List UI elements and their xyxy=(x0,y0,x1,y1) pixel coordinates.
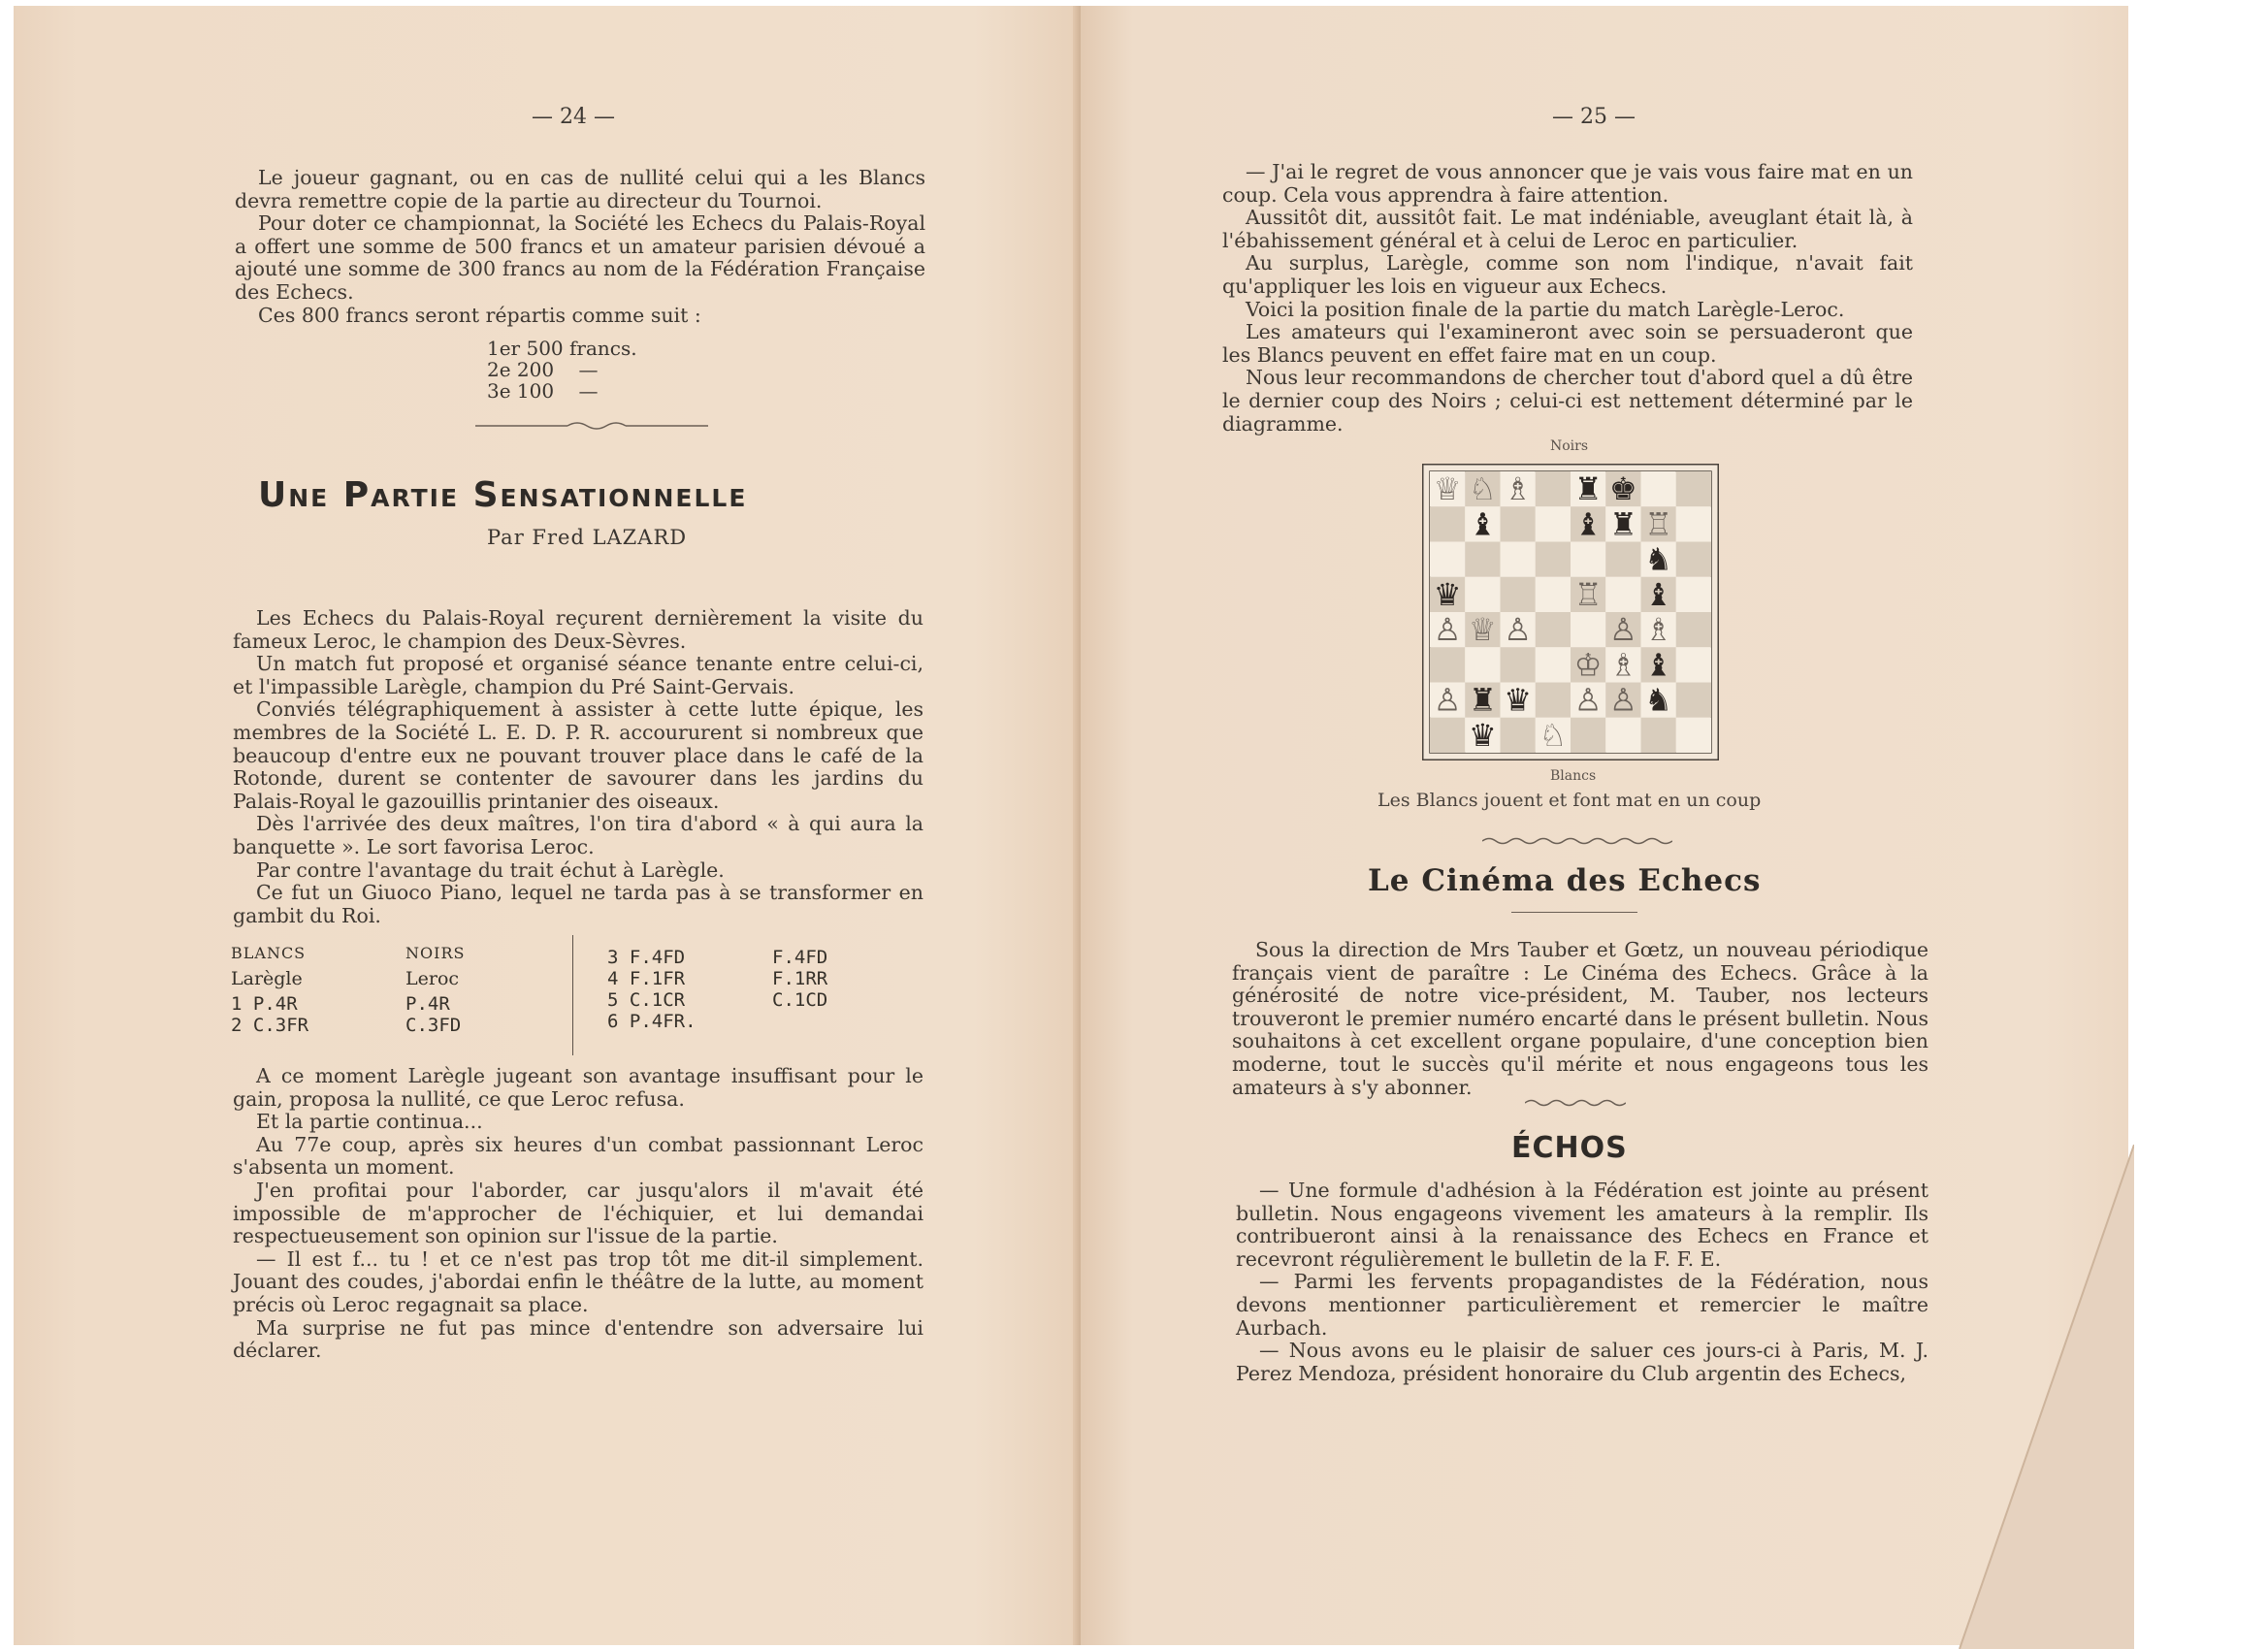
board-square xyxy=(1430,718,1465,753)
moves-separator xyxy=(572,935,573,1055)
chess-piece: ♚ xyxy=(1609,470,1637,508)
move-black: F.1RR xyxy=(772,968,828,989)
right-intro-text xyxy=(1222,161,1913,436)
board-square xyxy=(1536,506,1571,541)
move-black: P.4R xyxy=(405,993,450,1015)
chess-piece: ♞ xyxy=(1644,681,1672,719)
player-white: Larègle xyxy=(231,968,303,989)
move-white: 4 F.1FR xyxy=(607,968,686,989)
prize-list xyxy=(487,338,637,402)
cinema-heading: Le Cinéma des Echecs xyxy=(1368,863,1762,898)
board-square xyxy=(1605,718,1640,753)
moves-header-black: NOIRS xyxy=(405,944,466,962)
heading-rule xyxy=(1511,912,1637,913)
intro-text xyxy=(235,167,925,327)
page-number-left: — 24 — xyxy=(532,105,615,129)
diagram-label-white: Blancs xyxy=(1550,768,1597,784)
board-square xyxy=(1605,542,1640,577)
move-white: 2 C.3FR xyxy=(231,1015,309,1036)
closing-paragraph: Au 77e coup, après six heures d'un combat passionnant Leroc s'absenta un moment. xyxy=(233,1132,923,1180)
closing-text xyxy=(233,1065,923,1363)
chess-piece: ♙ xyxy=(1609,611,1637,649)
prize-item: 1er 500 francs. xyxy=(487,337,637,360)
article-paragraph: Les Echecs du Palais-Royal reçurent dernièrement la visite du fameux Leroc, le champion des Deux-Sèvres. xyxy=(233,606,923,653)
chess-piece: ♗ xyxy=(1609,646,1637,684)
chess-diagram xyxy=(1422,464,1719,760)
intro-paragraph: Le joueur gagnant, ou en cas de nullité celui qui a les Blancs devra remettre copie de la partie au directeur du Tournoi. xyxy=(235,166,925,212)
wave-divider-small xyxy=(1525,1098,1626,1108)
article-paragraph: Conviés télégraphiquement à assister à cette lutte épique, les membres de la Société L. E. D. P. R. accoururent si nombreux que beaucoup d'entre eux ne pouvant trouver place dans le café de la Rotonde, durent se contenter de savourer dans les jardins du Palais-Royal le gazouillis printanier des oiseaux. xyxy=(233,697,923,813)
chess-piece: ♝ xyxy=(1644,575,1672,613)
move-white: 3 F.4FD xyxy=(607,947,686,968)
chess-piece: ♜ xyxy=(1609,505,1637,543)
chess-piece: ♙ xyxy=(1433,611,1462,649)
board-square xyxy=(1571,718,1605,753)
chess-piece: ♜ xyxy=(1469,681,1497,719)
board-square xyxy=(1571,542,1605,577)
move-black: C.3FD xyxy=(405,1015,462,1036)
board-square xyxy=(1676,577,1711,612)
chess-piece: ♝ xyxy=(1469,505,1497,543)
chess-piece: ♛ xyxy=(1433,575,1462,613)
board-square xyxy=(1501,506,1536,541)
prize-item: 2e 200 — xyxy=(487,358,599,381)
diagram-label-black: Noirs xyxy=(1550,438,1589,454)
chess-piece: ♖ xyxy=(1573,575,1603,613)
board-square xyxy=(1465,647,1500,682)
moves-table-right xyxy=(607,947,827,1032)
board-square xyxy=(1536,577,1571,612)
board-square xyxy=(1465,577,1500,612)
chess-piece: ♔ xyxy=(1573,646,1603,684)
board-square xyxy=(1676,506,1711,541)
board-square xyxy=(1676,471,1711,506)
board-square xyxy=(1536,683,1571,718)
chess-piece: ♖ xyxy=(1644,505,1672,543)
chess-piece: ♞ xyxy=(1644,540,1672,578)
move-black: C.1CD xyxy=(772,989,828,1011)
article-paragraph: Un match fut proposé et organisé séance tenante entre celui-ci, et l'impassible Larègle, champion du Pré Saint-Gervais. xyxy=(233,652,923,698)
chess-piece: ♙ xyxy=(1504,611,1532,649)
chess-piece: ♛ xyxy=(1469,716,1497,754)
chess-piece: ♜ xyxy=(1573,470,1603,508)
moves-table-left xyxy=(231,943,551,1036)
closing-paragraph: — Il est f... tu ! et ce n'est pas trop tôt me dit-il simplement. Jouant des coudes, j'abordai enfin le théâtre de la lutte, au moment précis où Leroc regagnait sa place. xyxy=(233,1246,923,1316)
right-paragraph: Nous leur recommandons de chercher tout d'abord quel a dû être le dernier coup des Noirs ; celui-ci est nettement déterminé par le diagramme. xyxy=(1222,366,1913,436)
closing-paragraph: J'en profitai pour l'aborder, car jusqu'alors il m'avait été impossible de m'approcher de l'échiquier, et lui demandai respectueusement son opinion sur l'issue de la partie. xyxy=(233,1178,923,1248)
prize-item: 3e 100 — xyxy=(487,379,599,403)
board-square xyxy=(1501,542,1536,577)
ornament-divider xyxy=(475,419,708,433)
closing-paragraph: Et la partie continua... xyxy=(256,1110,483,1134)
player-black: Leroc xyxy=(405,968,460,989)
article-paragraph: Ce fut un Giuoco Piano, lequel ne tarda pas à se transformer en gambit du Roi. xyxy=(233,881,923,927)
board-square xyxy=(1571,612,1605,647)
right-paragraph: Au surplus, Larègle, comme son nom l'indique, n'avait fait qu'appliquer les lois en vigueur aux Echecs. xyxy=(1222,251,1913,298)
board-square xyxy=(1465,542,1500,577)
board-square xyxy=(1676,683,1711,718)
chess-piece: ♘ xyxy=(1469,470,1497,508)
echos-paragraph: — Nous avons eu le plaisir de saluer ces jours-ci à Paris, M. J. Perez Mendoza, président honoraire du Club argentin des Echecs, xyxy=(1236,1339,1928,1385)
closing-paragraph: Ma surprise ne fut pas mince d'entendre son adversaire lui déclarer. xyxy=(233,1315,923,1363)
article-text xyxy=(233,607,923,927)
article-paragraph: Dès l'arrivée des deux maîtres, l'on tira d'abord « à qui aura la banquette ». Le sort favorisa Leroc. xyxy=(233,812,923,858)
chess-piece: ♛ xyxy=(1504,681,1532,719)
board-square xyxy=(1676,542,1711,577)
intro-paragraph: Pour doter ce championnat, la Société les Echecs du Palais-Royal a offert une somme de 500 francs et un amateur parisien dévoué a ajouté une somme de 300 francs au nom de la Fédération Française des Echecs. xyxy=(235,211,925,304)
echos-heading: ÉCHOS xyxy=(1511,1131,1628,1165)
echos-paragraph: — Une formule d'adhésion à la Fédération est jointe au présent bulletin. Nous engageons vivement les amateurs à la remplir. Ils contribueront ainsi à la renaissance des Echecs en France et recevront régulièrement le bulletin de la F. F. E. xyxy=(1236,1179,1928,1271)
board-square xyxy=(1501,577,1536,612)
board-square xyxy=(1536,542,1571,577)
chess-piece: ♕ xyxy=(1469,611,1497,649)
right-paragraph: — J'ai le regret de vous annoncer que je vais vous faire mat en un coup. Cela vous apprendra à faire attention. xyxy=(1222,160,1913,207)
page-number-right: — 25 — xyxy=(1552,105,1636,129)
article-paragraph: Par contre l'avantage du trait échut à Larègle. xyxy=(256,857,725,882)
article-title: Une Partie Sensationnelle xyxy=(258,475,748,515)
board-square xyxy=(1430,647,1465,682)
article-byline: Par Fred LAZARD xyxy=(487,526,688,549)
chess-piece: ♝ xyxy=(1644,646,1672,684)
echos-text xyxy=(1236,1180,1928,1385)
chess-piece: ♘ xyxy=(1539,716,1568,754)
board-square xyxy=(1501,718,1536,753)
chess-piece: ♙ xyxy=(1573,681,1603,719)
chess-piece: ♗ xyxy=(1504,470,1532,508)
chess-piece: ♕ xyxy=(1433,470,1462,508)
board-square xyxy=(1676,718,1711,753)
board-square xyxy=(1605,577,1640,612)
chess-piece: ♗ xyxy=(1644,611,1672,649)
right-paragraph: Les amateurs qui l'examineront avec soin se persuaderont que les Blancs peuvent en effet faire mat en un coup. xyxy=(1222,320,1913,367)
chess-piece: ♝ xyxy=(1573,505,1603,543)
cinema-text xyxy=(1232,939,1928,1099)
page-corner-fold xyxy=(1901,1145,2134,1649)
board-square xyxy=(1430,542,1465,577)
chess-piece: ♙ xyxy=(1433,681,1462,719)
right-paragraph: Aussitôt dit, aussitôt fait. Le mat indéniable, aveuglant était là, à l'ébahissement général et à celui de Leroc en particulier. xyxy=(1222,206,1913,252)
cinema-paragraph: Sous la direction de Mrs Tauber et Gœtz, un nouveau périodique français vient de paraître : Le Cinéma des Echecs. Grâce à la générosité de notre vice-président, M. Tauber, nos lecteurs trouveront le premier numéro encarté dans le présent bulletin. Nous souhaitons à cet excellent organe populaire, d'une conception bien moderne, tout le succès qu'il mérite et nous engageons tous les amateurs à s'y abonner. xyxy=(1232,938,1928,1099)
move-black: F.4FD xyxy=(772,947,828,968)
wave-divider xyxy=(1482,836,1672,846)
right-paragraph: Voici la position finale de la partie du match Larègle-Leroc. xyxy=(1246,297,1845,321)
board-square xyxy=(1536,647,1571,682)
board-square xyxy=(1676,612,1711,647)
chess-piece: ♙ xyxy=(1609,681,1637,719)
closing-paragraph: A ce moment Larègle jugeant son avantage insuffisant pour le gain, proposa la nullité, ce que Leroc refusa. xyxy=(233,1064,923,1111)
board-square xyxy=(1641,718,1676,753)
board-square xyxy=(1536,612,1571,647)
echos-paragraph: — Parmi les fervents propagandistes de la Fédération, nous devons mentionner particulièrement et remercier le maître Aurbach. xyxy=(1236,1270,1928,1340)
board-square xyxy=(1641,471,1676,506)
board-square xyxy=(1501,647,1536,682)
board-square xyxy=(1676,647,1711,682)
move-white: 6 P.4FR. xyxy=(607,1011,697,1032)
move-white: 5 C.1CR xyxy=(607,989,686,1011)
intro-paragraph: Ces 800 francs seront répartis comme suit : xyxy=(258,303,701,327)
board-square xyxy=(1430,506,1465,541)
move-white: 1 P.4R xyxy=(231,993,298,1015)
board-square xyxy=(1536,471,1571,506)
moves-header-white: BLANCS xyxy=(231,944,307,962)
diagram-caption: Les Blancs jouent et font mat en un coup xyxy=(1377,790,1762,811)
